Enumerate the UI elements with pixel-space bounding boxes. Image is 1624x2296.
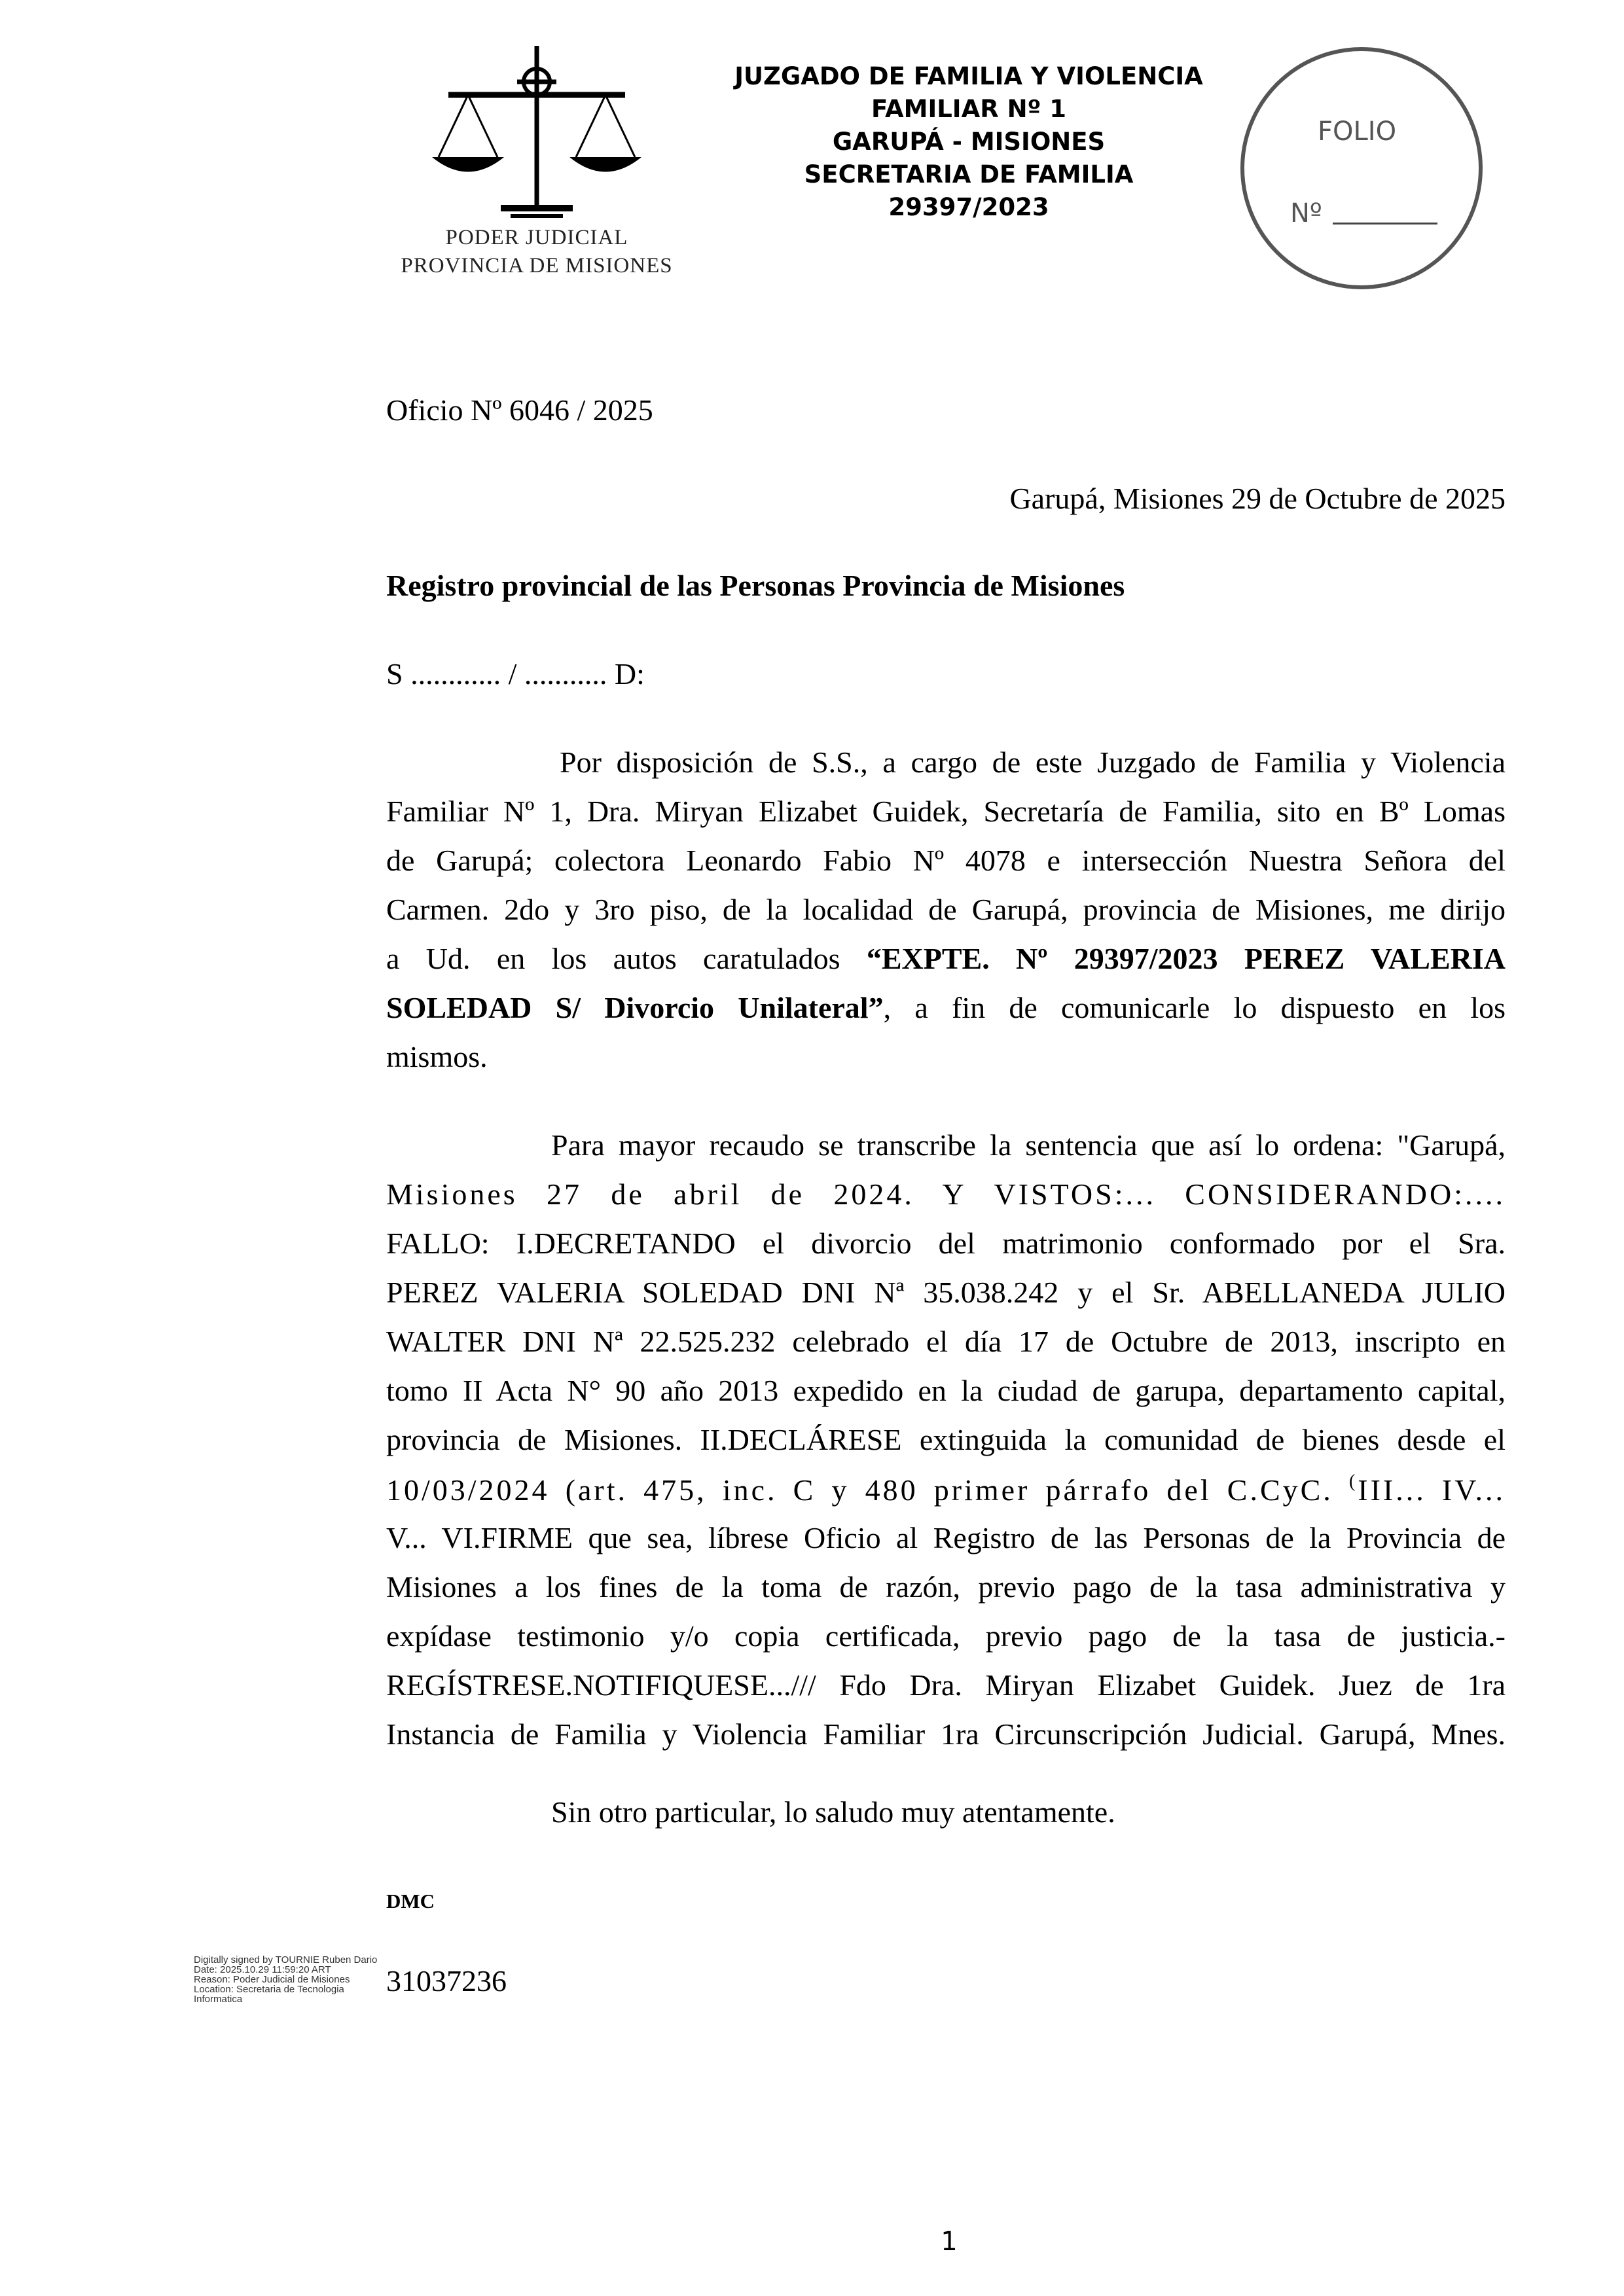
document-number: 31037236 bbox=[386, 1964, 507, 1998]
text-line: Para mayor recaudo se transcribe la sentencia que así lo ordena: "Garupá, bbox=[551, 1128, 1506, 1162]
folio-number-blank bbox=[1333, 223, 1437, 224]
court-secretary-line: SECRETARIA DE FAMILIA bbox=[804, 160, 1134, 188]
text-line: REGÍSTRESE.NOTIFIQUESE.../// Fdo Dra. Miryan Elizabet Guidek. Juez de 1ra bbox=[386, 1668, 1506, 1702]
case-title: “EXPTE. Nº 29397/2023 PEREZ VALERIA bbox=[866, 942, 1506, 975]
court-header bbox=[681, 60, 1257, 224]
text-line bbox=[386, 1471, 1506, 1507]
folio-stamp bbox=[1240, 47, 1483, 289]
signature-line: Date: 2025.10.29 11:59:20 ART bbox=[194, 1964, 331, 1975]
court-name-line: FAMILIAR Nº 1 bbox=[871, 95, 1067, 123]
text-line: Misiones a los fines de la toma de razón, previo pago de la tasa administrativa y bbox=[386, 1570, 1506, 1604]
text-line: FALLO: I.DECRETANDO el divorcio del matrimonio conformado por el Sra. bbox=[386, 1227, 1506, 1260]
text-line: mismos. bbox=[386, 1040, 488, 1073]
court-location-line: GARUPÁ - MISIONES bbox=[832, 128, 1106, 156]
initials: DMC bbox=[386, 1890, 435, 1912]
place-date: Garupá, Misiones 29 de Octubre de 2025 bbox=[1009, 482, 1506, 515]
closing-salutation: Sin otro particular, lo saludo muy atentamente. bbox=[551, 1795, 1115, 1829]
page-number: 1 bbox=[941, 2227, 958, 2257]
text-line: expídase testimonio y/o copia certificada, previo pago de la tasa de justicia.- bbox=[386, 1619, 1506, 1653]
signature-line: Reason: Poder Judicial de Misiones bbox=[194, 1974, 350, 1985]
logo-text-poder-judicial: PODER JUDICIAL bbox=[445, 226, 628, 249]
text-line: V... VI.FIRME que sea, líbrese Oficio al Registro de las Personas de la Provincia de bbox=[386, 1521, 1506, 1554]
judicial-logo bbox=[399, 39, 674, 288]
text-line: Misiones 27 de abril de 2024. Y VISTOS:... CONSIDERANDO:.... bbox=[386, 1177, 1506, 1211]
text-span: , a fin de comunicarle lo dispuesto en los bbox=[883, 991, 1506, 1024]
text-line: Instancia de Familia y Violencia Familiar 1ra Circunscripción Judicial. Garupá, Mnes. bbox=[386, 1717, 1506, 1751]
text-span: III... IV... bbox=[1358, 1473, 1506, 1507]
text-span: 10/03/2024 (art. 475, inc. C y 480 primer párrafo del C.CyC. bbox=[386, 1473, 1349, 1507]
text-line: tomo II Acta N° 90 año 2013 expedido en la ciudad de garupa, departamento capital, bbox=[386, 1374, 1506, 1407]
digital-signature-block bbox=[194, 1955, 377, 2004]
text-line: Familiar Nº 1, Dra. Miryan Elizabet Guidek, Secretaría de Familia, sito en Bº Lomas bbox=[386, 795, 1506, 828]
text-line: Por disposición de S.S., a cargo de este Juzgado de Familia y Violencia bbox=[560, 745, 1506, 779]
signature-line: Digitally signed by TOURNIE Ruben Dario bbox=[194, 1954, 378, 1965]
oficio-number: Oficio Nº 6046 / 2025 bbox=[386, 393, 653, 427]
text-line bbox=[386, 941, 1506, 976]
text-line: provincia de Misiones. II.DECLÁRESE extinguida la comunidad de bienes desde el bbox=[386, 1423, 1506, 1456]
logo-text-provincia: PROVINCIA DE MISIONES bbox=[401, 254, 673, 278]
signature-line: Location: Secretaria de Tecnologia bbox=[194, 1984, 344, 1995]
salutation: S ............ / ........... D: bbox=[386, 657, 645, 691]
text-span: a Ud. en los autos caratulados bbox=[386, 942, 867, 975]
text-line: Carmen. 2do y 3ro piso, de la localidad de Garupá, provincia de Misiones, me dirijo bbox=[386, 893, 1506, 926]
court-name-line: JUZGADO DE FAMILIA Y VIOLENCIA bbox=[734, 62, 1203, 90]
case-number: 29397/2023 bbox=[888, 193, 1049, 221]
case-title: SOLEDAD S/ Divorcio Unilateral” bbox=[386, 991, 884, 1024]
text-line: de Garupá; colectora Leonardo Fabio Nº 4078 e intersección Nuestra Señora del bbox=[386, 844, 1506, 877]
folio-number-label: Nº bbox=[1290, 198, 1322, 228]
folio-label: FOLIO bbox=[1318, 117, 1397, 147]
superscript-paren: ( bbox=[1348, 1471, 1358, 1492]
text-line: PEREZ VALERIA SOLEDAD DNI Nª 35.038.242 y el Sr. ABELLANEDA JULIO bbox=[386, 1276, 1506, 1309]
text-line bbox=[386, 990, 1506, 1025]
text-line: WALTER DNI Nª 22.525.232 celebrado el día 17 de Octubre de 2013, inscripto en bbox=[386, 1325, 1506, 1358]
scales-of-justice-icon bbox=[425, 39, 648, 226]
signature-line: Informatica bbox=[194, 1994, 243, 2005]
addressee: Registro provincial de las Personas Provincia de Misiones bbox=[386, 569, 1125, 602]
